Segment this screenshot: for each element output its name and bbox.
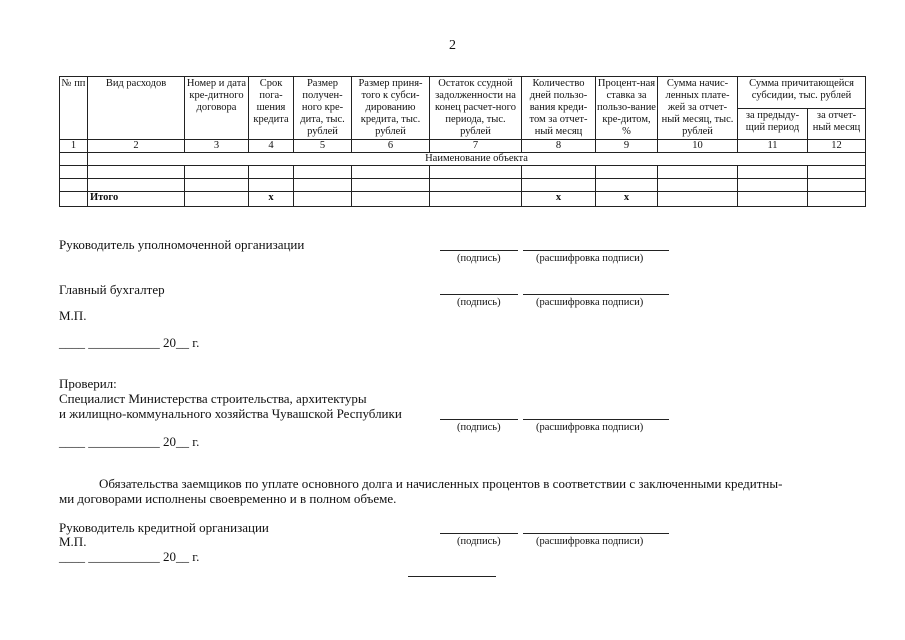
column-number: 1 [60, 140, 88, 153]
empty-cell [738, 179, 808, 192]
empty-cell [808, 192, 866, 207]
column-number: 7 [430, 140, 522, 153]
head-org-label: Руководитель уполномоченной организации [59, 237, 305, 252]
obligations-line-2: ми договорами исполнены своевременно и в полном объеме. [59, 491, 397, 506]
signature-caption: (подпись) [457, 253, 501, 264]
column-number: 9 [596, 140, 658, 153]
empty-cell [60, 179, 88, 192]
subsidy-header-cell: Сумма причитающейся субсидии, тыс. рублей [738, 77, 866, 109]
x-mark: х [522, 192, 596, 207]
column-number: 12 [808, 140, 866, 153]
empty-cell [658, 192, 738, 207]
obligations-line-1: Обязательства заемщиков по уплате основного долга и начисленных процентов в соответствии с заключенными кредитны- [99, 476, 783, 491]
empty-cell [88, 179, 185, 192]
decoding-caption: (расшифровка подписи) [536, 536, 644, 547]
signature-caption: (подпись) [457, 297, 501, 308]
signature-line [440, 533, 518, 534]
total-label: Итого [88, 192, 185, 207]
column-number: 3 [185, 140, 249, 153]
specialist-line-2: и жилищно-коммунального хозяйства Чувашской Республики [59, 406, 402, 421]
decoding-line [523, 250, 669, 251]
empty-cell [430, 166, 522, 179]
end-divider [408, 576, 496, 577]
column-number: 10 [658, 140, 738, 153]
empty-cell [294, 192, 352, 207]
empty-cell [738, 192, 808, 207]
empty-cell [60, 166, 88, 179]
empty-cell [658, 166, 738, 179]
signature-caption: (подпись) [457, 422, 501, 433]
object-name-row: Наименование объекта [88, 153, 866, 166]
date-line: ____ ___________ 20__ г. [59, 434, 200, 449]
decoding-caption: (расшифровка подписи) [536, 297, 644, 308]
x-mark: х [249, 192, 294, 207]
empty-cell [185, 192, 249, 207]
specialist-line-1: Специалист Министерства строительства, архитектуры [59, 391, 367, 406]
empty-cell [430, 192, 522, 207]
stamp-label: М.П. [59, 534, 87, 549]
empty-cell [88, 166, 185, 179]
head-credit-org-label: Руководитель кредитной организации [59, 520, 269, 535]
empty-cell [294, 166, 352, 179]
empty-cell [60, 192, 88, 207]
empty-cell [808, 166, 866, 179]
empty-cell [249, 179, 294, 192]
subheader-cell: за предыду-щий период [738, 108, 808, 140]
chief-accountant-label: Главный бухгалтер [59, 282, 165, 297]
column-number: 5 [294, 140, 352, 153]
column-number: 11 [738, 140, 808, 153]
empty-cell [185, 179, 249, 192]
column-number: 4 [249, 140, 294, 153]
signature-line [440, 250, 518, 251]
column-number: 6 [352, 140, 430, 153]
header-cell: Сумма начис-ленных плате-жей за отчет-ный месяц, тыс. рублей [658, 77, 738, 140]
header-cell: Срок пога-шения кредита [249, 77, 294, 140]
empty-cell [294, 179, 352, 192]
empty-cell [352, 166, 430, 179]
empty-cell [249, 166, 294, 179]
empty-cell [522, 179, 596, 192]
column-number: 2 [88, 140, 185, 153]
header-cell: Вид расходов [88, 77, 185, 140]
empty-cell [738, 166, 808, 179]
decoding-line [523, 294, 669, 295]
empty-cell [60, 153, 88, 166]
header-cell: Размер приня-того к субси-дированию кредита, тыс. рублей [352, 77, 430, 140]
header-cell: Номер и дата кре-дитного договора [185, 77, 249, 140]
subsidy-table [59, 76, 866, 207]
empty-cell [596, 166, 658, 179]
header-cell: Процент-ная ставка за пользо-вание кре-дитом, % [596, 77, 658, 140]
empty-cell [658, 179, 738, 192]
obligations-paragraph [59, 476, 865, 506]
signature-caption: (подпись) [457, 536, 501, 547]
empty-cell [352, 179, 430, 192]
header-cell: Размер получен-ного кре-дита, тыс. рублей [294, 77, 352, 140]
empty-cell [352, 192, 430, 207]
stamp-label: М.П. [59, 308, 87, 323]
x-mark: х [596, 192, 658, 207]
page-number: 2 [449, 38, 456, 53]
decoding-caption: (расшифровка подписи) [536, 253, 644, 264]
header-cell: Количество дней пользо-вания креди-том за отчет-ный месяц [522, 77, 596, 140]
header-cell: Остаток ссудной задолженности на конец расчет-ного периода, тыс. рублей [430, 77, 522, 140]
decoding-caption: (расшифровка подписи) [536, 422, 644, 433]
subheader-cell: за отчет-ный месяц [808, 108, 866, 140]
empty-cell [596, 179, 658, 192]
signature-line [440, 419, 518, 420]
empty-cell [522, 166, 596, 179]
checked-label: Проверил: [59, 376, 117, 391]
signature-line [440, 294, 518, 295]
date-line: ____ ___________ 20__ г. [59, 549, 200, 564]
header-cell: № пп [60, 77, 88, 140]
empty-cell [430, 179, 522, 192]
decoding-line [523, 533, 669, 534]
date-line: ____ ___________ 20__ г. [59, 335, 200, 350]
column-number: 8 [522, 140, 596, 153]
empty-cell [185, 166, 249, 179]
empty-cell [808, 179, 866, 192]
decoding-line [523, 419, 669, 420]
